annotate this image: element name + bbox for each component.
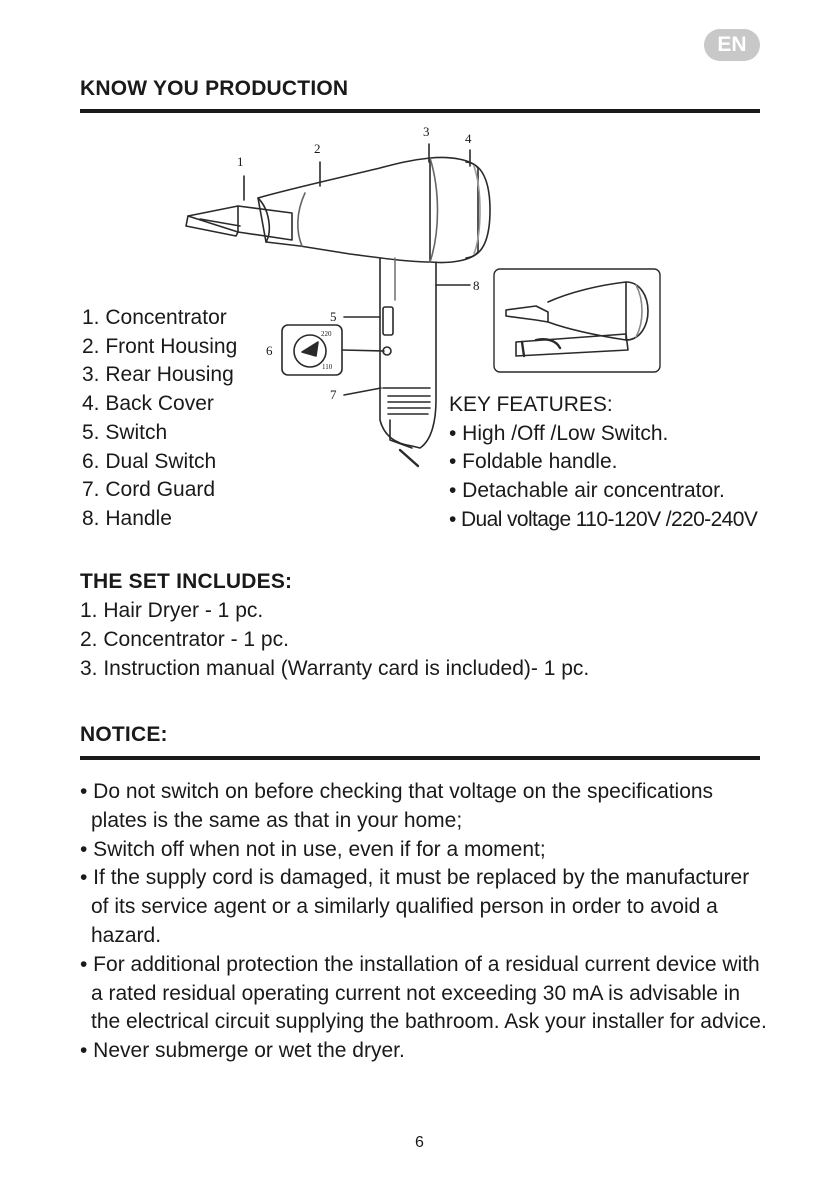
- list-item: • For additional protection the installation of a residual current device with a rated residual operating current not exceeding 30 mA is advisable in the electrical circuit supplying the bathroom. Ask your installer for advice.: [80, 952, 767, 1034]
- key-features: [449, 391, 757, 535]
- parts-list: [82, 304, 237, 534]
- section-title-set-includes: THE SET INCLUDES:: [80, 570, 293, 593]
- front-housing-part: [258, 158, 430, 262]
- list-item: 1. Hair Dryer - 1 pc.: [80, 599, 264, 622]
- list-item: • Dual voltage 110-120V /220-240V: [449, 507, 758, 531]
- list-item: 6. Dual Switch: [82, 449, 217, 473]
- list-item: 5. Switch: [82, 420, 168, 444]
- callout-2: 2: [314, 141, 321, 156]
- callout-6: 6: [266, 343, 273, 358]
- list-item: 2. Concentrator - 1 pc.: [80, 628, 289, 651]
- key-features-title: KEY FEATURES:: [449, 393, 613, 416]
- callout-5: 5: [330, 309, 337, 324]
- notice-list: [80, 778, 770, 1066]
- callout-8: 8: [473, 278, 480, 293]
- list-item: • If the supply cord is damaged, it must be replaced by the manufacturer of its service agent or a similarly qualified person in order to avoid a hazard.: [80, 866, 750, 947]
- list-item: 4. Back Cover: [82, 392, 214, 416]
- set-list: [80, 596, 589, 683]
- concentrator-part: [186, 206, 292, 240]
- section-title-know-your-product: KNOW YOU PRODUCTION: [80, 77, 349, 100]
- callout-4: 4: [465, 131, 472, 146]
- section-divider: [80, 756, 760, 760]
- list-item: • Switch off when not in use, even if for a moment;: [80, 837, 546, 861]
- list-item: 1. Concentrator: [82, 306, 227, 329]
- handle-part: [380, 258, 436, 448]
- section-title-notice: NOTICE:: [80, 723, 168, 746]
- list-item: • Do not switch on before checking that voltage on the specifications plates is the same as that in your home;: [80, 780, 714, 832]
- voltage-label-220: 220: [321, 330, 332, 338]
- list-item: • Never submerge or wet the dryer.: [80, 1039, 405, 1063]
- callout-3: 3: [423, 124, 430, 139]
- callout-7: 7: [330, 387, 337, 402]
- list-item: • Detachable air concentrator.: [449, 479, 725, 503]
- list-item: 7. Cord Guard: [82, 478, 216, 502]
- list-item: 8. Handle: [82, 506, 172, 530]
- list-item: • High /Off /Low Switch.: [449, 421, 669, 445]
- dual-switch-inset: [282, 325, 342, 375]
- voltage-label-110: 110: [322, 363, 333, 371]
- list-item: 3. Instruction manual (Warranty card is included)- 1 pc.: [80, 657, 590, 680]
- language-badge: EN: [704, 29, 760, 61]
- page-number: 6: [415, 1134, 424, 1151]
- list-item: 2. Front Housing: [82, 334, 238, 358]
- callout-1: 1: [237, 154, 244, 169]
- list-item: 3. Rear Housing: [82, 363, 234, 387]
- section-divider: [80, 109, 760, 113]
- folded-dryer-inset: [494, 269, 660, 372]
- list-item: • Foldable handle.: [449, 450, 618, 474]
